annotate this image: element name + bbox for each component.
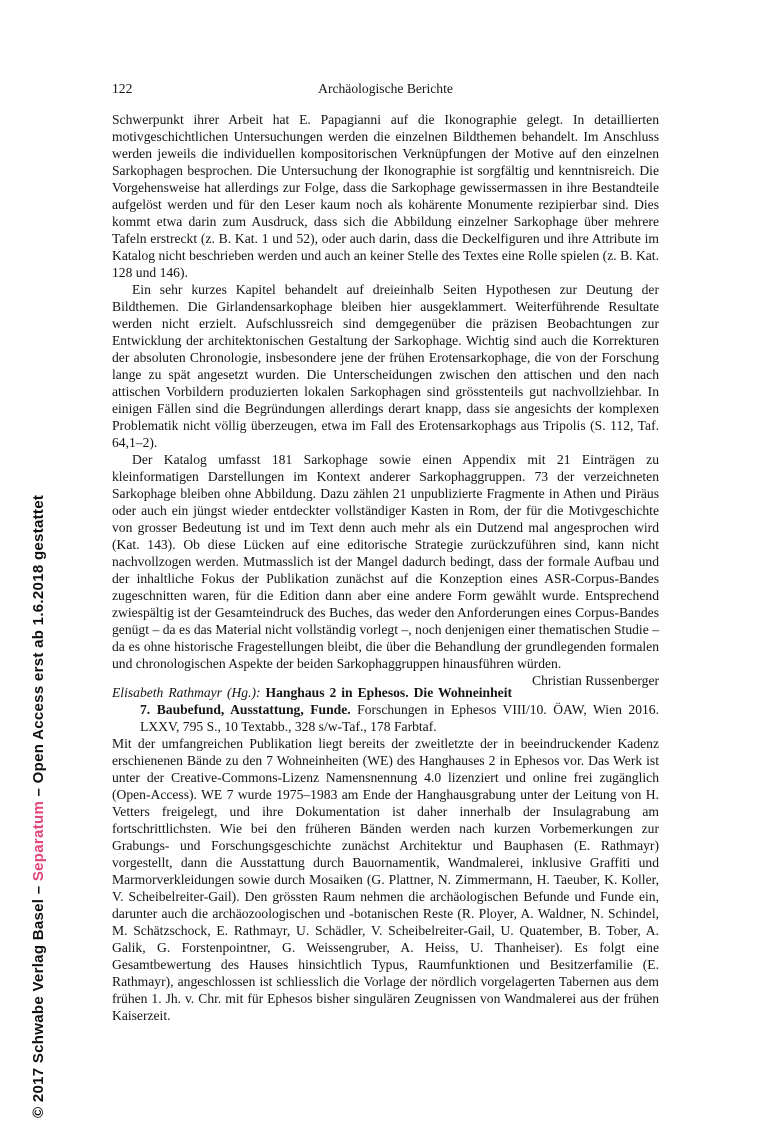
review2-editor-name: Elisabeth Rathmayr (Hg.): [112, 685, 266, 700]
spine-copyright-text [30, 495, 47, 1118]
review1-paragraph-3-text: Der Katalog umfasst 181 Sarkophage sowie einen Appendix mit 21 Einträgen zu kleinformatigen Darstellungen im Kontext anderer Sarkophaggruppen. 73 der verzeichneten Sarkophage bleiben ohne Abbildung. Dazu zählen 21 unpublizierte Fragmente in Athen und Piräus oder auch ein jüngst wieder entdeckter vollständiger Kasten in Rom, der für die Motivgeschichte von grosser Bedeutung ist und im Text denn auch mehr als ein Dutzend mal angesprochen wird (Kat. 143). Ob diese Lücken auf eine editorische Strategie zurückzuführen sind, kann nicht nachvollzogen werden. Mutmasslich ist der Mangel dadurch bedingt, dass der formale Aufbau und der inhaltliche Fokus der Publikation zunächst auf die Konzeption eines ASR-Corpus-Bandes zugeschnitten waren, für die Edition dann aber eine andere Form gewählt wurde. Entsprechend zwiespältig ist der Gesamteindruck des Buches, das weder den Anforderungen eines Corpus-Bandes genügt – da es das Material nicht vollständig vorlegt –, noch denjenigen einer thematischen Studie – da es ohne historische Fragestellungen bleibt, die über die Behandlung der grundlegenden formalen und chronologischen Aspekte der beiden Sarkophaggruppen hinausführen würden. [112, 452, 659, 671]
running-head-title: Archäologische Berichte [318, 81, 453, 96]
spine-separatum: Separatum [30, 800, 47, 882]
review1-paragraph-1: Schwerpunkt ihrer Arbeit hat E. Papagianni auf die Ikonographie gelegt. In detaillierten motivgeschichtlichen Untersuchungen werden die einzelnen Bildthemen behandelt. Im Anschluss werden jeweils die individuellen kompositorischen Verknüpfungen der Motive auf den einzelnen Sarkophagen besprochen. Die Untersuchung der Ikonographie ist sorgfältig und kenntnisreich. Die Vorgehensweise hat allerdings zur Folge, dass die Sarkophage gewissermassen in ihre Bestandteile aufgelöst werden und für den Leser kaum noch als kohärente Monumente rezipierbar sind. Dies kommt etwa darin zum Ausdruck, dass sich die Abbildung einzelner Sarkophage über mehrere Tafeln erstreckt (z. B. Kat. 1 und 52), oder auch darin, dass die Deckelfiguren und ihre Attribute im Katalog nicht beschrieben werden und auch an keiner Stelle des Textes eine Rolle spielen (z. B. Kat. 128 und 146). [112, 112, 659, 280]
review2-body-paragraph: Mit der umfangreichen Publikation liegt bereits der zweitletzte der in beeindruckender Kadenz erschienenen Bände zu den 7 Wohneinheiten (WE) des Hanghauses 2 in Ephesos vor. Das Werk ist unter der Creative-Commons-Lizenz Namensnennung 4.0 lizenziert und online frei zugänglich (Open-Access). WE 7 wurde 1975–1983 am Ende der Hanghausgrabung unter der Leitung von H. Vetters freigelegt, und ihre Dokumentation ist daher innerhalb der Insulagrabung am fortschrittlichsten. Wie bei den früheren Bänden werden nach kurzen Vorbemerkungen zur Grabungs- und Forschungsgeschichte zunächst Architektur und Bauphasen (E. Rathmayr) vorgestellt, dann die Ausstattung durch Bauornamentik, Wandmalerei, inklusive Graffiti und Marmorverkleidungen sowie durch Mosaiken (G. Plattner, N. Zimmermann, H. Taeuber, K. Koller, V. Scheibelreiter-Gail). Den grössten Raum nehmen die archäologischen Befunde und Funde ein, darunter auch die archäozoologischen und -botanischen Reste (R. Ployer, A. Waldner, N. Schindel, M. Schätzschock, E. Rathmayr, U. Schädler, V. Scheibelreiter-Gail, U. Quatember, B. Tober, A. Galik, G. Forstenpointner, G. Weissengruber, A. Heiss, U. Thanheiser). Es folgt eine Gesamtbewertung des Hauses hinsichtlich Typus, Raumfunktionen und Besitzerfamilie (E. Rathmayr), angeschlossen ist schliesslich die Vorlage der nördlich vorgelagerten Tabernen aus dem frühen 1. Jh. v. Chr. mit für Ephesos bisher singulären Zeugnissen von Wandmalerei aus der frühen Kaiserzeit. [112, 736, 659, 1023]
text-block [112, 80, 659, 1024]
spine-copyright-left: © 2017 Schwabe Verlag Basel – [30, 881, 47, 1118]
page-header [112, 80, 659, 97]
review1-paragraph-3 [112, 451, 659, 688]
page-number: 122 [112, 81, 133, 96]
review2-bibliographic-info: Forschungen in Ephesos VIII/10. ÖAW, Wien 2016. LXXV, 795 S., 10 Textabb., 328 s/w-Taf., 178 Farbtaf. [140, 702, 659, 734]
review1-paragraph-2: Ein sehr kurzes Kapitel behandelt auf dreieinhalb Seiten Hypothesen zur Deutung der Bildthemen. Die Girlandensarkophage bleiben hier ausgeklammert. Weiterführende Resultate werden nicht erzielt. Aufschlussreich sind demgegenüber die präzisen Beobachtungen zur Entwicklung der architektonischen Gestaltung der Sarkophage. Wichtig sind auch die Korrekturen der absoluten Chronologie, insbesondere jene der frühen Erotensarkophage, die von der Forschung lange zu spät angesetzt wurden. Die Unterscheidungen zwischen den attischen und den nach attischen Vorbildern produzierten lokalen Sarkophagen sind grösstenteils gut nachvollziehbar. In einigen Fällen sind die Begründungen allerdings derart knapp, dass sie angesichts der komplexen Problematik nicht völlig überzeugen, etwa im Fall des Erotensarkophags aus Tripolis (S. 112, Taf. 64,1–2). [112, 282, 659, 450]
review2-book-title: Hanghaus 2 in Ephesos. Die Wohneinheit 7. Baubefund, Ausstattung, Funde. [140, 685, 513, 717]
review2-heading [112, 684, 659, 735]
review1-author-name: Christian Russenberger [532, 673, 659, 688]
spine-openaccess-note: – Open Access erst ab 1.6.2018 gestattet [30, 494, 47, 801]
